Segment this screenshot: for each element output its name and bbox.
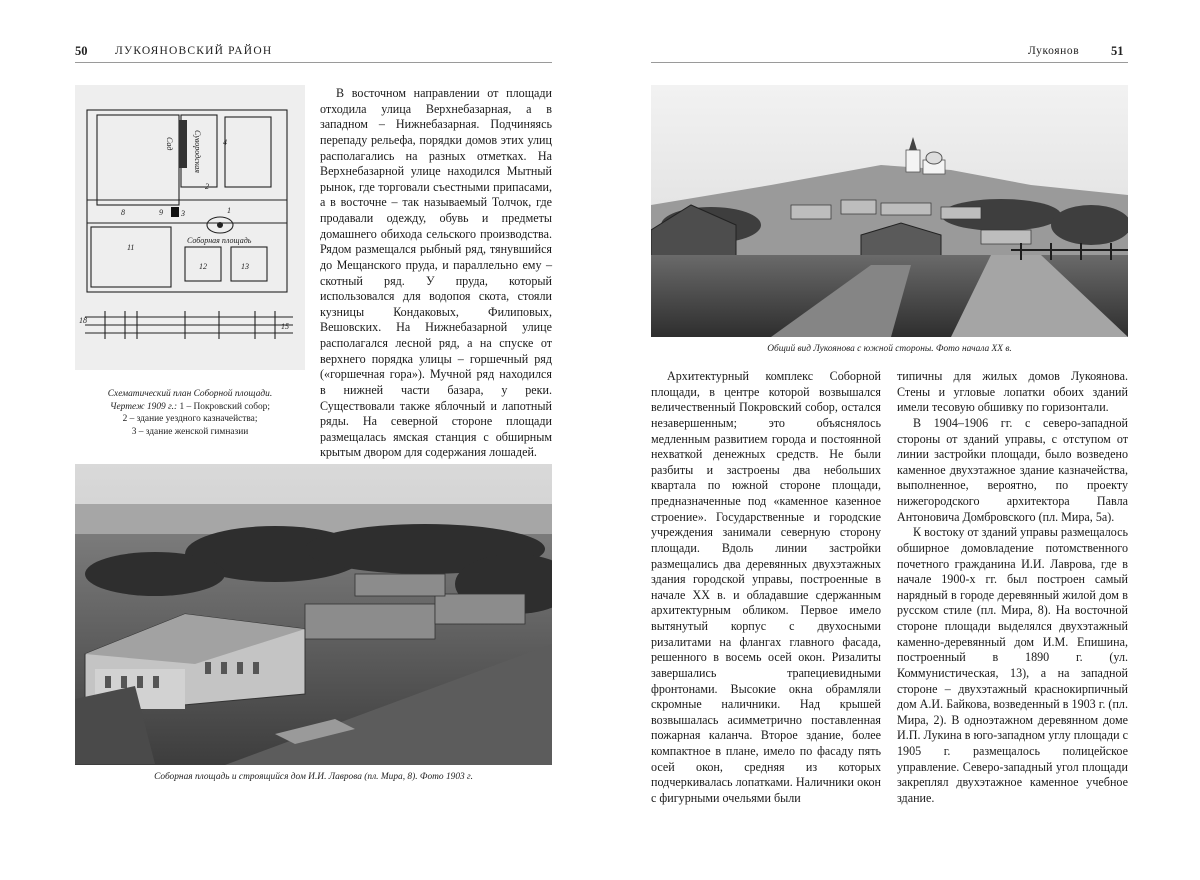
plan-label-11: 11: [127, 243, 135, 252]
left-header-rule: [75, 62, 552, 63]
right-text-column-2: [897, 369, 1128, 807]
cathedral-square-photo: [75, 464, 552, 765]
town-view-photo: [651, 85, 1128, 337]
cathedral-square-plan: [75, 85, 305, 370]
plan-label-3: 3: [181, 209, 185, 218]
left-paragraph: В восточном направлении от площади отходила улица Верхнебазарная, а в западном – Нижнебазарная. Подчиняясь перепаду рельефа, порядки домов этих улиц располагались на разных отметках. На Верхнебазарной улице находился Мытный рынок, где торговали съестными припасами, а в восточне – так называемый Толчок, где продавали одежду, обувь и предметы домашнего обихода сельского производства. Рядом размещался рыбный ряд, тянувшийся до Мещанского пруда, и параллельно ему – скотный ряд. У пруда, который использовался для водопоя скота, стояли кузницы Кондаковых, Филиповых, Вешовских. На Нижнебазарной улице располагался лесной ряд, а на спуске от верхнего порядка улицы – горшечный ряд («горшечная гора»). Мучной ряд находился в нижней части базара, у реки. Существовали также яблочный и лапотный ряды. На северной стороне площади размещалась ямская станция с обширным крытым двором для содержания лошадей.: [320, 86, 552, 460]
plan-label-15: 15: [281, 322, 289, 331]
right-running-title: Лукоянов: [1028, 45, 1080, 57]
plan-label-2: 2: [205, 182, 209, 191]
plan-label-9: 9: [159, 208, 163, 217]
plan-label-1: 1: [227, 206, 231, 215]
right-page-number: 51: [1111, 44, 1124, 58]
plan-label-8: 8: [121, 208, 125, 217]
plan-label-square: Соборная площадь: [187, 236, 252, 245]
plan-caption-title: Схематический план Соборной площади.: [107, 389, 273, 399]
plan-label-4: 4: [223, 138, 227, 147]
right-col2-paragraph-1: В 1904–1906 гг. с северо-западной стороны от зданий управы, с отступом от линии застройки площади, было возведено каменное двухэтажное здание казначейства, выполненное, вероятно, по проекту нижегородского архитектора Павла Антоновича Домбровского (пл. Мира, 5а).: [897, 415, 1128, 524]
plan-label-street: Сувородская: [193, 130, 202, 174]
right-photo-caption: Общий вид Лукоянова с южной стороны. Фото начала XX в.: [767, 344, 1012, 354]
plan-caption-item-2: 2 – здание уездного казначейства;: [122, 414, 258, 425]
plan-caption-subtitle: Чертеж 1909 г.:: [110, 401, 178, 412]
left-running-title: ЛУКОЯНОВСКИЙ РАЙОН: [115, 45, 273, 57]
plan-caption-item-3: 3 – здание женской гимназии: [131, 426, 249, 437]
right-header-rule: [651, 62, 1128, 63]
right-col1-paragraph: Архитектурный комплекс Соборной площади, в центре которой возвышался величественный Покровский собор, остался незавершенным; это объяснялось медленным развитием города и постоянной нехваткой денежных средств. Не были разбиты и застроены два небольших квартала по южной стороне площади, предназначенные под «каменное казенное строение». Государственные и городские учреждения занимали северную сторону площади. Вдоль линии застройки размещались два деревянных двухэтажных здания городской управы, построенные в начале XX в. и обладавшие сдержанным архитектурным обликом. Первое имело вытянутый корпус с двухосными ризалитами на флангах главного фасада, решенного в восемь осей окон. Ризалиты завершались трапециевидными фронтонами. Высокие окна обрамляли скромные наличники. Над крышей возвышалась асимметрично поставленная пожарная каланча. Второе здание, более компактное в плане, имело по фасаду пять осей окон, средняя из которых подчеркивалась лопатками. Наличники окон с фигурными очельями были: [651, 369, 881, 805]
left-page-number: 50: [75, 44, 88, 58]
left-text-column: [320, 86, 552, 461]
plan-caption-item-1: 1 – Покровский собор;: [177, 401, 270, 412]
plan-label-12: 12: [199, 262, 207, 271]
plan-label-13: 13: [241, 262, 249, 271]
plan-label-garden: Сад: [165, 137, 174, 151]
right-col2-continuation: типичны для жилых домов Лукоянова. Стены и угловые лопатки обоих зданий имели тесовую обшивку по горизонтали.: [897, 369, 1128, 415]
right-text-column-1: [651, 369, 881, 807]
right-col2-paragraph-2: К востоку от зданий управы размещалось обширное домовладение потомственного почетного гражданина И.И. Лаврова, где в начале 1900-х гг. был построен самый нарядный в городе деревянный жилой дом в русском стиле (пл. Мира, 8). На восточной стороне площади выделялся двухэтажный каменно-деревянный дом И.М. Епишина, построенный в 1890 г. (ул. Коммунистическая, 13), а на западной стороне – двухэтажный краснокирпичный дом А.И. Байкова, возведенный в 1903 г. (пл. Мира, 2). В одноэтажном деревянном доме И.П. Лукина в юго-западном углу площади с 1905 г. размещалось полицейское управление. Северо-западный угол площади закреплял двухэтажное каменное учебное здание.: [897, 525, 1128, 805]
plan-label-18: 18: [79, 316, 87, 325]
left-photo-caption: Соборная площадь и строящийся дом И.И. Лаврова (пл. Мира, 8). Фото 1903 г.: [154, 772, 473, 782]
plan-caption: [75, 388, 305, 438]
